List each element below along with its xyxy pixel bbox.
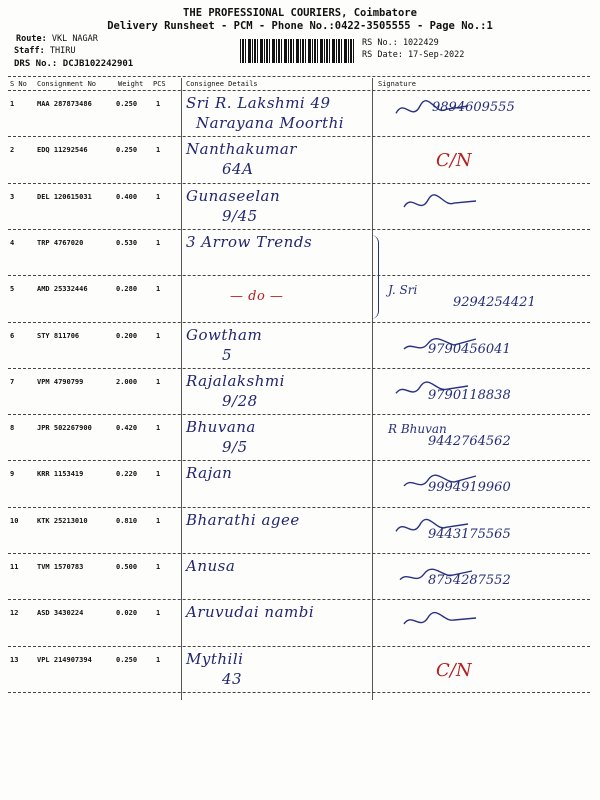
row-pcs: 1 (156, 192, 161, 201)
row-weight: 0.280 (116, 285, 138, 294)
col-consignment-header: Consignment No (37, 80, 97, 88)
row-separator (8, 692, 590, 693)
row-pcs: 1 (156, 424, 161, 433)
row-pcs: 1 (156, 516, 161, 525)
row-consignment: VPM 4790799 (37, 377, 84, 386)
row-consignment: MAA 287873486 (37, 100, 92, 108)
phone-number: 9442764562 (428, 434, 511, 450)
row-consignment: KRR 1153419 (37, 470, 84, 479)
row-consignment: EDQ 11292546 (37, 146, 88, 155)
phone-number: 9294254421 (453, 295, 536, 311)
cn-mark: C/N (436, 150, 472, 172)
consignee-name: Bharathi agee (186, 510, 300, 529)
route-line (16, 34, 98, 44)
phone-number: 9790118838 (428, 387, 511, 403)
row-separator (8, 599, 590, 600)
row-separator (8, 460, 590, 461)
row-pcs: 1 (156, 609, 161, 618)
phone-number: 9894609555 (432, 100, 515, 115)
staff-label: Staff: (14, 46, 45, 56)
signature-column-divider (372, 78, 373, 700)
row-weight: 2.000 (116, 377, 138, 386)
phone-number: 9790456041 (428, 341, 511, 357)
consignee-name: Aruvudai nambi (186, 603, 315, 622)
row-weight: 0.500 (116, 563, 138, 571)
row-sno: 13 (10, 655, 19, 664)
consignee-name: Rajan (186, 464, 233, 483)
phone-number: 9443175565 (428, 526, 511, 542)
row-consignment: JPR 502267900 (37, 424, 92, 433)
grouping-bracket (368, 235, 379, 320)
drs-line (14, 59, 133, 69)
row-sno: 1 (10, 100, 15, 108)
row-separator (8, 183, 590, 184)
row-consignment: ASD 3430224 (37, 609, 84, 618)
col-pcs-header: PCS (153, 80, 166, 88)
row-separator (8, 553, 590, 554)
row-weight: 0.250 (116, 100, 138, 108)
consignee-name: Sri R. Lakshmi 49 (186, 94, 331, 112)
consignee-name: Bhuvana (186, 418, 256, 437)
row-weight: 0.020 (116, 609, 138, 618)
row-weight: 0.530 (116, 238, 138, 247)
row-separator (8, 414, 590, 415)
consignee-name: 3 Arrow Trends (186, 232, 313, 251)
row-consignment: STY 811706 (37, 331, 80, 340)
row-sno: 11 (10, 563, 19, 571)
row-weight: 0.250 (116, 146, 138, 155)
row-sno: 8 (10, 424, 15, 433)
row-weight: 0.200 (116, 331, 138, 340)
row-sno: 2 (10, 146, 15, 155)
rs-date: RS Date: 17-Sep-2022 (362, 50, 465, 60)
row-separator (8, 136, 590, 137)
header-bottom-rule (8, 90, 590, 91)
consignee-address: 64A (222, 160, 254, 179)
row-sno: 10 (10, 516, 19, 525)
row-weight: 0.420 (116, 424, 138, 433)
consignee-address: 9/45 (222, 206, 258, 225)
details-column-divider (181, 78, 182, 700)
row-consignment: TRP 4767020 (37, 238, 84, 247)
row-pcs: 1 (156, 146, 161, 155)
row-pcs: 1 (156, 563, 161, 571)
staff-value: THIRU (49, 46, 76, 56)
phone-number: 9994919960 (428, 480, 511, 496)
col-details-header: Consignee Details (186, 80, 258, 88)
consignee-address: Narayana Moorthi (196, 114, 345, 132)
consignee-address: 9/5 (222, 438, 248, 457)
consignee-name: Gowtham (186, 325, 263, 344)
rs-number: RS No.: 1022429 (362, 38, 439, 48)
row-sno: 4 (10, 238, 15, 247)
row-sno: 3 (10, 192, 15, 201)
consignee-name: Anusa (186, 557, 236, 575)
col-sno-header: S No (10, 80, 27, 88)
signature-scribble (400, 603, 480, 637)
row-separator (8, 507, 590, 508)
cn-mark: C/N (436, 659, 472, 681)
row-pcs: 1 (156, 100, 161, 108)
row-consignment: AMD 25332446 (37, 285, 88, 294)
row-weight: 0.220 (116, 470, 138, 479)
consignee-name: Rajalakshmi (186, 371, 285, 390)
row-sno: 6 (10, 331, 15, 340)
row-sno: 7 (10, 377, 15, 386)
col-signature-header: Signature (378, 80, 416, 88)
signature-scribble (400, 187, 480, 221)
signature-text: J. Sri (388, 283, 418, 298)
row-consignment: KTK 25213010 (37, 516, 88, 525)
header-top-rule (8, 76, 590, 77)
drs-label: DRS No.: (14, 59, 58, 69)
col-weight-header: Weight (118, 80, 144, 88)
company-title: THE PROFESSIONAL COURIERS, Coimbatore (183, 7, 417, 19)
phone-number: 8754287552 (428, 573, 511, 588)
row-sno: 5 (10, 285, 15, 294)
consignee-name: Gunaseelan (186, 186, 281, 205)
row-sno: 12 (10, 609, 19, 618)
consignee-address: 5 (222, 345, 233, 364)
runsheet-title: Delivery Runsheet - PCM - Phone No.:0422-3505555 - Page No.:1 (107, 20, 493, 32)
row-separator (8, 368, 590, 369)
row-pcs: 1 (156, 377, 161, 386)
row-separator (8, 646, 590, 647)
consignee-name: — do — (230, 289, 284, 305)
row-pcs: 1 (156, 331, 161, 340)
route-label: Route: (16, 34, 47, 44)
drs-value: DCJB102242901 (62, 59, 134, 69)
row-pcs: 1 (156, 470, 161, 479)
row-consignment: TVM 1570783 (37, 563, 84, 571)
barcode (240, 39, 355, 63)
signature-text: R Bhuvan (388, 422, 447, 437)
row-separator (8, 229, 590, 230)
consignee-address: 9/28 (222, 391, 258, 410)
consignee-address: 43 (222, 669, 243, 688)
consignee-name: Mythili (186, 649, 244, 668)
staff-line (14, 46, 75, 56)
row-weight: 0.400 (116, 192, 138, 201)
row-weight: 0.250 (116, 655, 138, 664)
consignee-name: Nanthakumar (186, 140, 297, 159)
row-pcs: 1 (156, 238, 161, 247)
row-consignment: VPL 214907394 (37, 655, 92, 664)
row-pcs: 1 (156, 655, 161, 664)
route-value: VKL NAGAR (51, 34, 98, 44)
row-separator (8, 275, 590, 276)
row-pcs: 1 (156, 285, 161, 294)
row-separator (8, 322, 590, 323)
row-sno: 9 (10, 470, 15, 479)
row-weight: 0.810 (116, 516, 138, 525)
row-consignment: DEL 120615031 (37, 192, 92, 201)
